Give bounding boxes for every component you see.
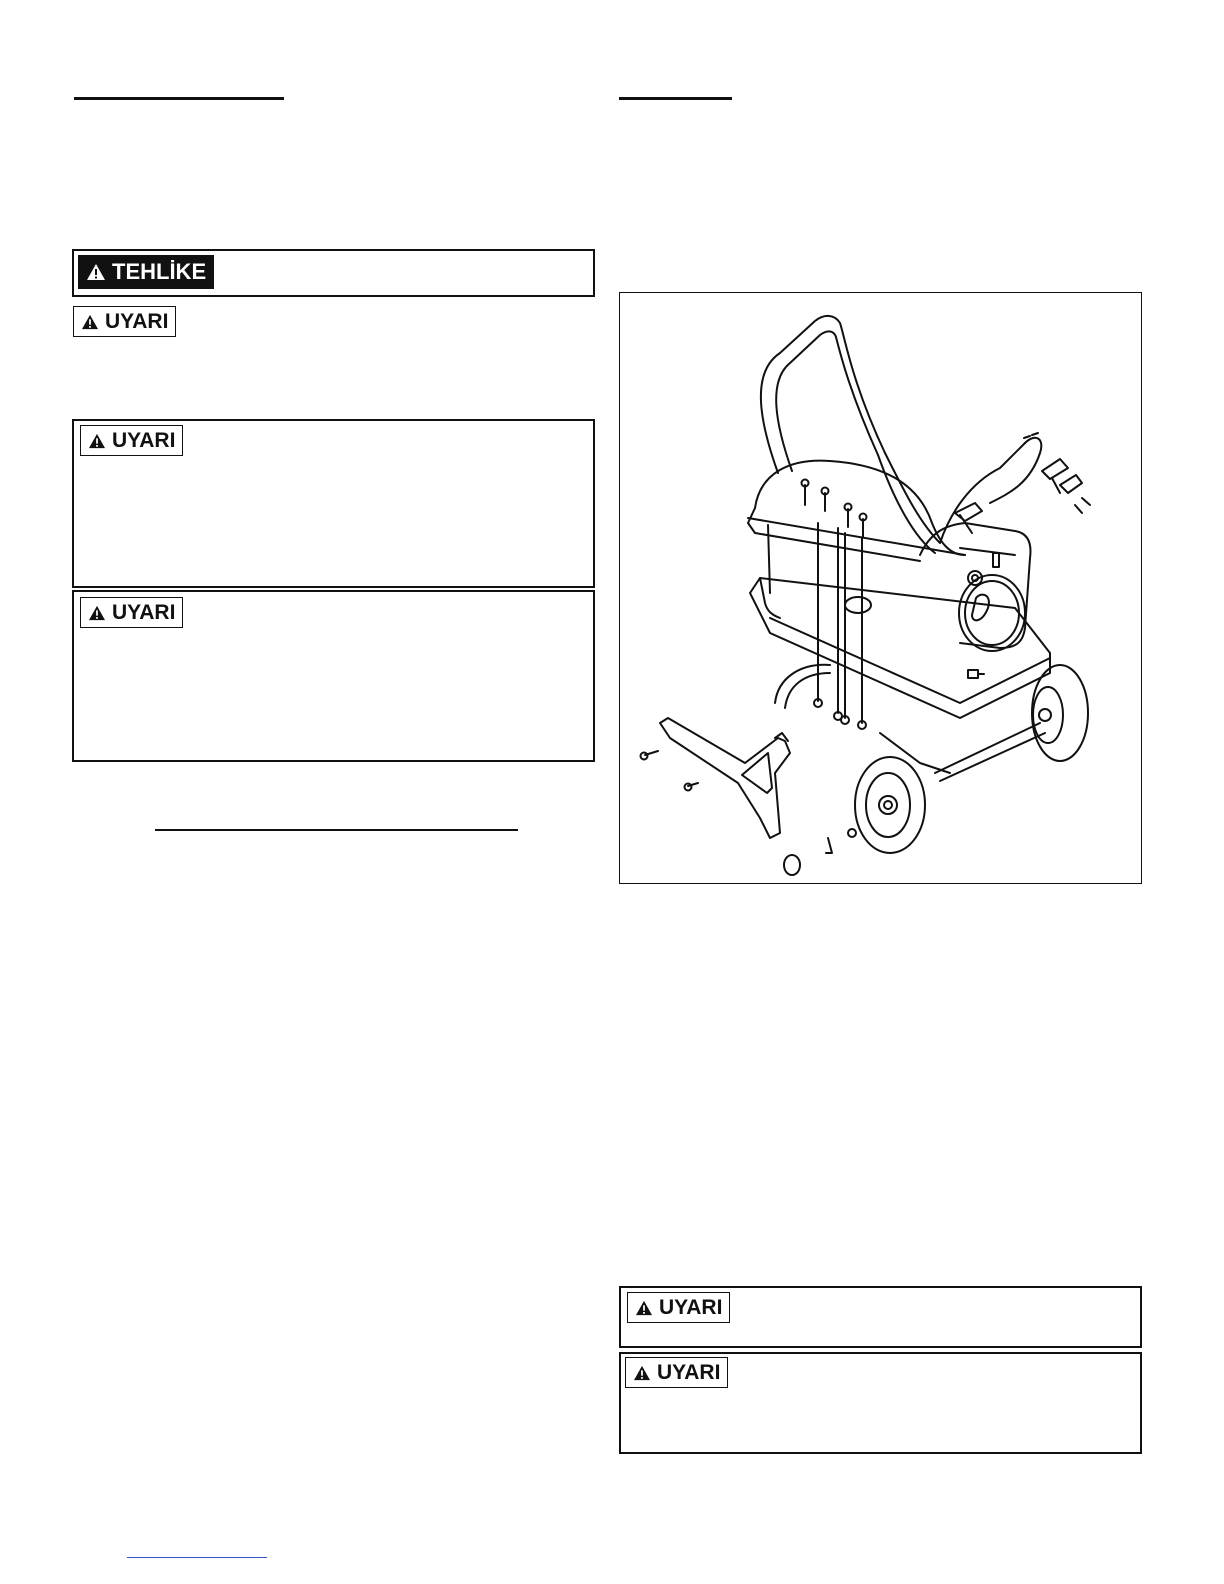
warning-box-5: [619, 1352, 1142, 1454]
left-section-underline: [155, 829, 518, 831]
warning-triangle-icon: [81, 314, 99, 330]
warning-badge-1: [73, 306, 176, 337]
assembly-figure: [619, 292, 1142, 884]
left-heading-underline: [74, 97, 284, 100]
warning-badge-4: [627, 1292, 730, 1323]
exploded-assembly-illustration: [620, 293, 1140, 882]
warning-badge-5: [625, 1357, 728, 1388]
danger-badge: [78, 255, 214, 289]
footer-link-underline: [127, 1557, 267, 1558]
warning-box-4: [619, 1286, 1142, 1348]
warning-badge-label: UYARI: [659, 1295, 723, 1319]
warning-badge-label: UYARI: [105, 309, 169, 333]
warning-badge-label: UYARI: [657, 1360, 721, 1384]
warning-triangle-icon: [88, 605, 106, 621]
warning-triangle-icon: [86, 263, 106, 281]
warning-triangle-icon: [633, 1365, 651, 1381]
warning-badge-3: [80, 597, 183, 628]
danger-box: [72, 249, 595, 297]
warning-triangle-icon: [635, 1300, 653, 1316]
warning-box-3: [72, 590, 595, 762]
right-heading-underline: [619, 97, 732, 100]
danger-badge-label: TEHLİKE: [112, 259, 207, 284]
warning-badge-label: UYARI: [112, 600, 176, 624]
warning-triangle-icon: [88, 433, 106, 449]
warning-badge-2: [80, 425, 183, 456]
warning-badge-label: UYARI: [112, 428, 176, 452]
warning-box-2: [72, 419, 595, 588]
